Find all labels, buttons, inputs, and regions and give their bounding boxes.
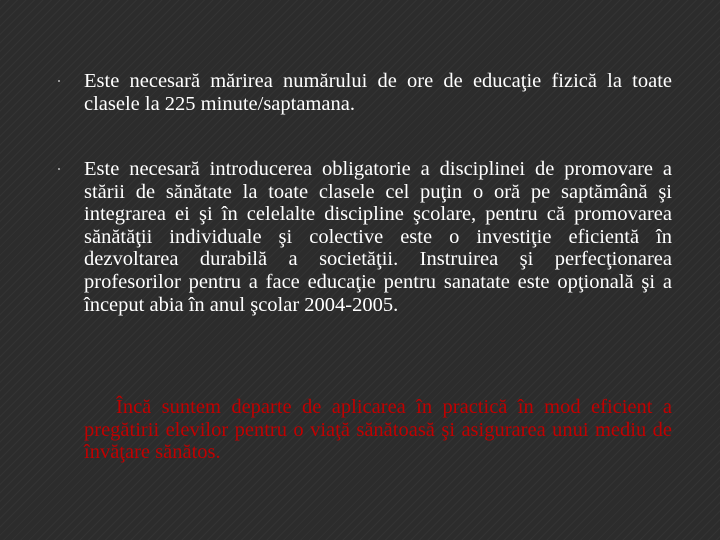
bullet-text: Este necesară mărirea numărului de ore de educaţie fizică la toate clasele la 225 minute/saptamana. [84, 70, 672, 115]
conclusion-text: Încă suntem departe de aplicarea în practică în mod eficient a pregătirii elevilor pentru o viaţă sănătoasă şi asigurarea unui mediu de învăţare sănătos. [84, 396, 672, 464]
bullet-dot-icon [58, 168, 60, 170]
bullet-item [84, 70, 672, 115]
bullet-dot-icon [58, 80, 60, 82]
bullet-item [84, 158, 672, 316]
bullet-text: Este necesară introducerea obligatorie a disciplinei de promovare a stării de sănătate la toate clasele cel puţin o oră pe saptămână şi integrarea ei şi în celelalte discipline şcolare, pentru că promovarea sănătăţii individuale şi colective este o investiţie eficientă în dezvoltarea durabilă a societăţii. Instruirea şi perfecţionarea profesorilor pentru a face educaţie pentru sanatate este opţională şi a început abia în anul şcolar 2004-2005. [84, 158, 672, 316]
